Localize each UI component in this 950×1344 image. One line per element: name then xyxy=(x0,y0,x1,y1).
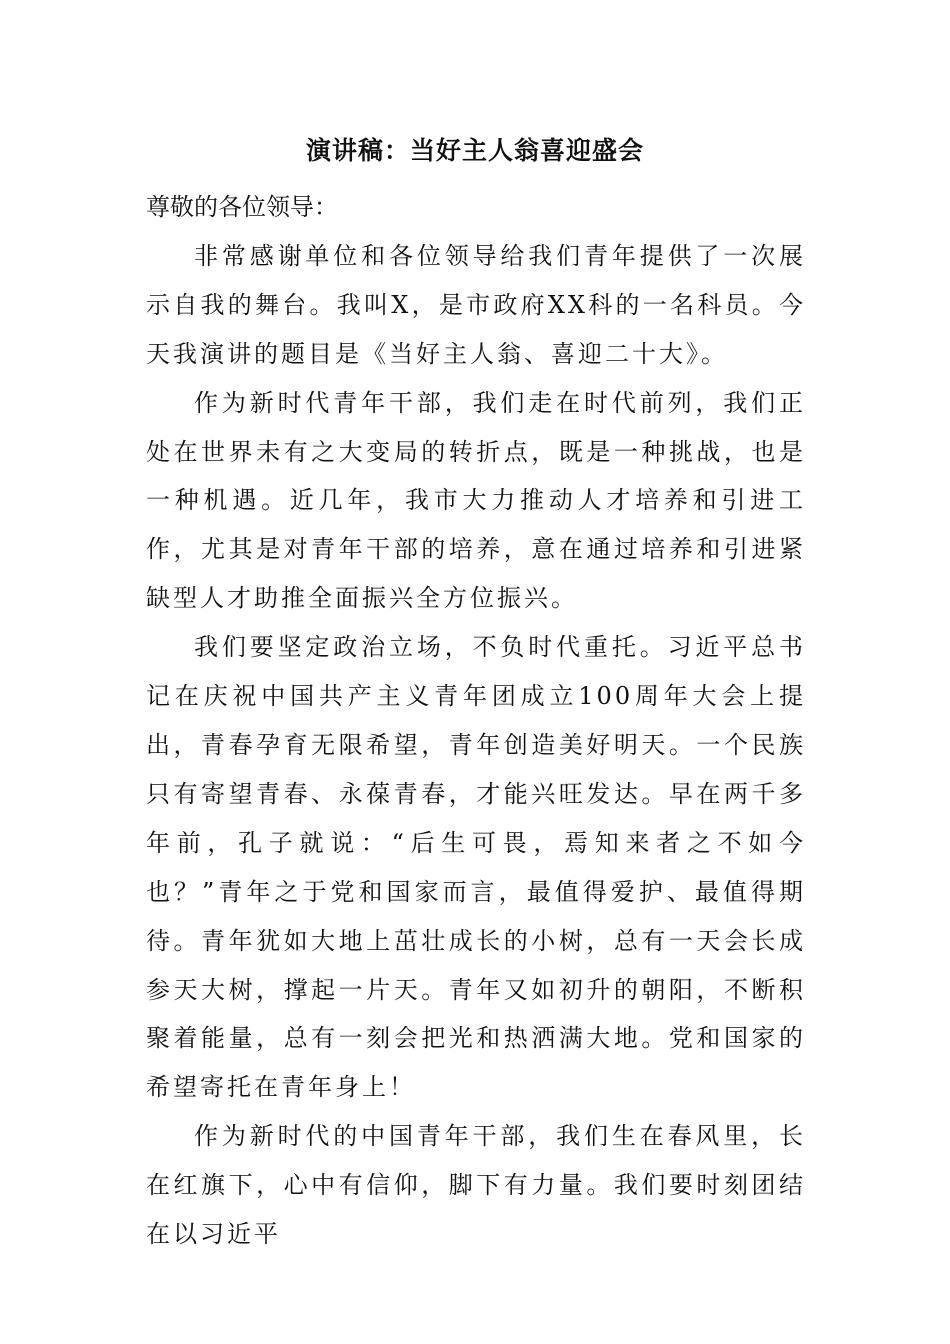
document-title: 演讲稿：当好主人翁喜迎盛会 xyxy=(305,136,644,165)
paragraph-new-era: 作为新时代青年干部，我们走在时代前列，我们正处在世界未有之大变局的转折点，既是一种挑战，也是一种机遇。近几年，我市大力推动人才培养和引进工作，尤其是对青年干部的培养，意在通过培养和引进紧缺型人才助推全面振兴全方位振兴。 xyxy=(146,388,806,613)
paragraph-intro: 非常感谢单位和各位领导给我们青年提供了一次展示自我的舞台。我叫X，是市政府XX科的一名科员。今天我演讲的题目是《当好主人翁、喜迎二十大》。 xyxy=(146,241,806,368)
salutation: 尊敬的各位领导： xyxy=(146,193,338,221)
paragraph-political-stance: 我们要坚定政治立场，不负时代重托。习近平总书记在庆祝中国共产主义青年团成立100周年大会上提出，青春孕育无限希望，青年创造美好明天。一个民族只有寄望青春、永葆青春，才能兴旺发达。早在两千多年前，孔子就说：“后生可畏，焉知来者之不如今也？”青年之于党和国家而言，最值得爱护、最值得期待。青年犹如大地上茁壮成长的小树，总有一天会长成参天大树，撑起一片天。青年又如初升的朝阳，不断积聚着能量，总有一刻会把光和热洒满大地。党和国家的希望寄托在青年身上！ xyxy=(146,633,806,1102)
paragraph-youth-cadres: 作为新时代的中国青年干部，我们生在春风里，长在红旗下，心中有信仰，脚下有力量。我们要时刻团结在以习近平 xyxy=(146,1122,806,1249)
document-body xyxy=(146,183,806,1259)
